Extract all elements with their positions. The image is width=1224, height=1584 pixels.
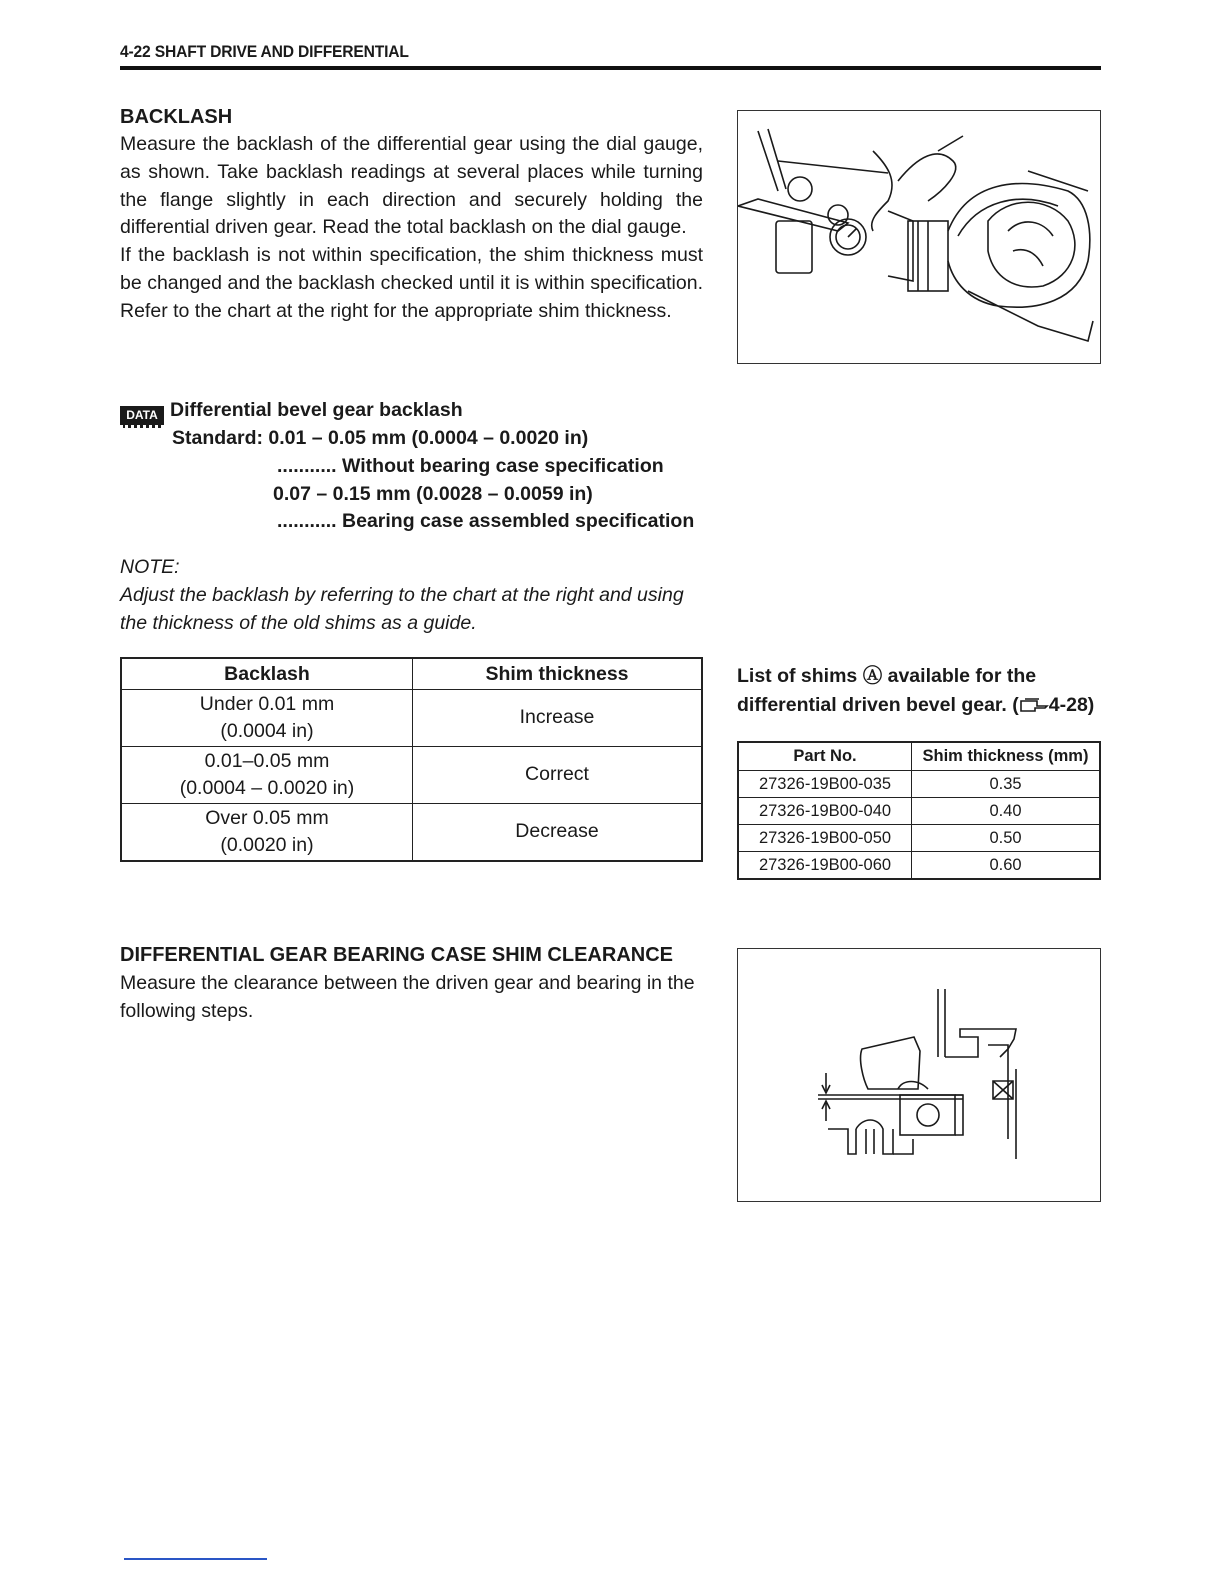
backlash-table [120, 657, 703, 862]
table-row [738, 771, 1100, 798]
column-header-part-no: Part No. [738, 742, 912, 771]
part-number-cell: 27326-19B00-040 [738, 798, 912, 825]
column-header-shim-thickness: Shim thickness [413, 658, 703, 690]
pointing-hand-icon [1019, 697, 1049, 713]
backlash-paragraph-2: If the backlash is not within specification, the shim thickness must be changed and the backlash checked until it is within specification. Refer to the chart at the right for the appropriate shim thickness. [120, 244, 703, 322]
table-row [738, 852, 1100, 880]
clearance-title: DIFFERENTIAL GEAR BEARING CASE SHIM CLEARANCE [120, 944, 673, 966]
bottom-link-underline [124, 1558, 267, 1560]
thickness-cell: 0.40 [912, 798, 1101, 825]
caption-text-end: available for the differential driven bevel gear. ( [737, 665, 1037, 716]
table-row [738, 798, 1100, 825]
thickness-cell: 0.35 [912, 771, 1101, 798]
spec-assembled-label: ........... Bearing case assembled specification [277, 510, 695, 532]
backlash-range-cell [121, 747, 413, 804]
range-in: (0.0020 in) [220, 834, 314, 856]
part-number-cell: 27326-19B00-050 [738, 825, 912, 852]
page-header: 4-22 SHAFT DRIVE AND DIFFERENTIAL [120, 42, 409, 61]
backlash-range-cell [121, 804, 413, 862]
backlash-title: BACKLASH [120, 106, 233, 128]
backlash-range-cell [121, 690, 413, 747]
thickness-cell: 0.60 [912, 852, 1101, 880]
data-icon: DATA [120, 406, 164, 428]
dial-gauge-figure [737, 110, 1101, 364]
bearing-case-figure [737, 948, 1101, 1202]
dial-gauge-illustration [738, 111, 1099, 362]
part-number-cell: 27326-19B00-060 [738, 852, 912, 880]
spec-assembled-value: 0.07 – 0.15 mm (0.0028 – 0.0059 in) [273, 483, 593, 505]
table-row [121, 690, 702, 747]
reference-page[interactable]: 4-28) [1048, 694, 1095, 716]
clearance-text: Measure the clearance between the driven gear and bearing in the following steps. [120, 972, 695, 1022]
shim-action-cell: Decrease [413, 804, 703, 862]
table-row [121, 747, 702, 804]
shim-list-caption [737, 662, 1103, 720]
header-rule [120, 66, 1101, 70]
shim-action-cell: Increase [413, 690, 703, 747]
circled-a-mark: Ⓐ [862, 665, 883, 687]
part-number-cell: 27326-19B00-035 [738, 771, 912, 798]
spec-standard: Standard: 0.01 – 0.05 mm (0.0004 – 0.0020 in) [172, 427, 589, 449]
shim-list-table [737, 741, 1101, 880]
note-block [120, 554, 703, 637]
column-header-backlash: Backlash [121, 658, 413, 690]
table-row [738, 825, 1100, 852]
backlash-paragraph-1: Measure the backlash of the differential gear using the dial gauge, as shown. Take backlash readings at several places while turning the flange slightly in each direction and securely holding the differential driven gear. Read the total backlash on the dial gauge. [120, 133, 703, 239]
table-header-row [121, 658, 702, 690]
bearing-case-cross-section [738, 949, 1099, 1200]
backlash-text [120, 131, 703, 326]
range-mm: Under 0.01 mm [199, 692, 335, 715]
range-mm: 0.01–0.05 mm [204, 749, 330, 772]
table-header-row [738, 742, 1100, 771]
spec-title-line [120, 397, 463, 428]
range-in: (0.0004 in) [220, 720, 314, 742]
range-mm: Over 0.05 mm [205, 806, 329, 829]
note-text: Adjust the backlash by referring to the chart at the right and using the thickness of the old shims as a guide. [120, 583, 684, 634]
thickness-cell: 0.50 [912, 825, 1101, 852]
spec-without-case: ........... Without bearing case specification [277, 455, 664, 477]
shim-action-cell: Correct [413, 747, 703, 804]
note-label: NOTE: [120, 556, 180, 578]
column-header-shim-thickness-mm: Shim thickness (mm) [912, 742, 1101, 771]
table-row [121, 804, 702, 862]
range-in: (0.0004 – 0.0020 in) [179, 777, 355, 799]
spec-title: Differential bevel gear backlash [170, 399, 463, 421]
caption-text-start: List of shims [737, 665, 863, 687]
